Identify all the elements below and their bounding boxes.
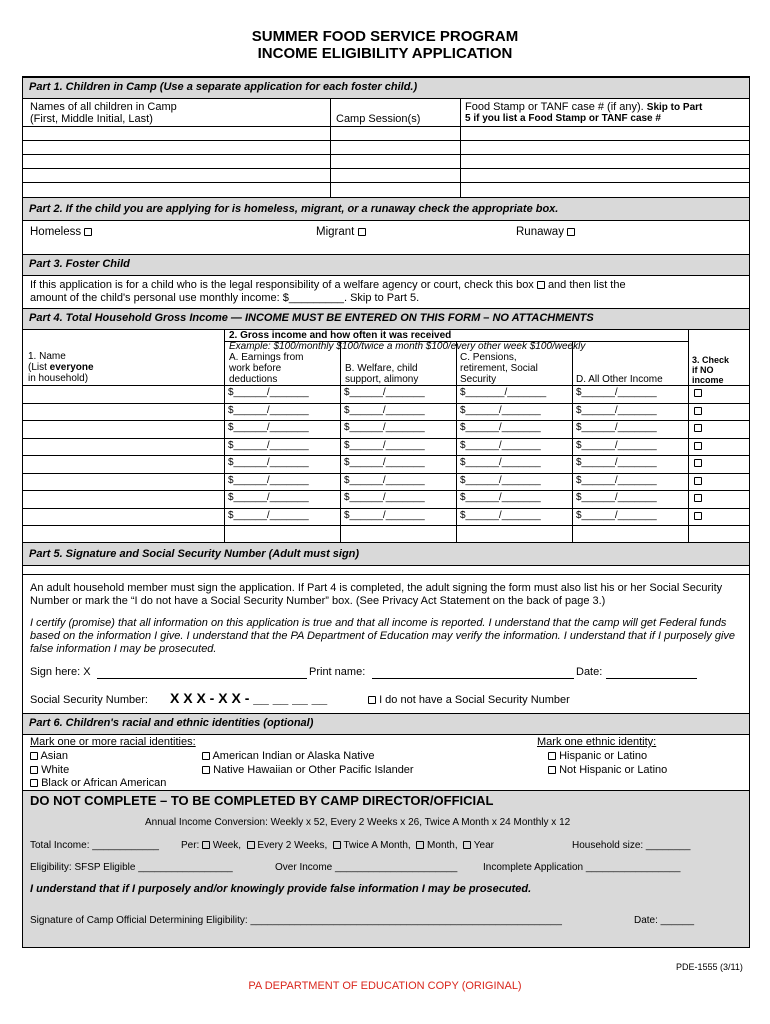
sfsp-eligible-field[interactable]: Eligibility: SFSP Eligible _________________ — [30, 862, 233, 873]
no-income-checkbox[interactable] — [694, 424, 702, 432]
white-option[interactable]: White — [30, 764, 69, 776]
date-label: Date: — [576, 666, 603, 678]
not-hispanic-checkbox[interactable] — [548, 766, 556, 774]
income-amount-field[interactable]: $______/_______ — [576, 492, 657, 503]
table-row[interactable] — [23, 403, 749, 404]
director-warning: I understand that if I purposely and/or knowingly provide false information I may be prosecuted. — [30, 883, 532, 895]
no-income-checkbox[interactable] — [694, 442, 702, 450]
week-checkbox[interactable] — [202, 841, 210, 849]
print-name-label: Print name: — [309, 666, 366, 678]
part1-session-header: Camp Session(s) — [336, 113, 421, 125]
date-line[interactable] — [606, 678, 697, 679]
income-amount-field[interactable]: $______/_______ — [228, 509, 309, 521]
no-ssn-checkbox[interactable] — [368, 696, 376, 704]
table-row[interactable] — [23, 525, 749, 526]
american-indian-checkbox[interactable] — [202, 752, 210, 760]
part5-header: Part 5. Signature and Social Security Number (Adult must sign) — [23, 542, 749, 566]
year-checkbox[interactable] — [463, 841, 471, 849]
part1-row[interactable] — [23, 154, 749, 155]
part1-names-header: Names of all children in Camp (First, Middle Initial, Last) — [30, 101, 177, 125]
director-header: DO NOT COMPLETE – TO BE COMPLETED BY CAMP DIRECTOR/OFFICIAL — [30, 793, 494, 808]
part6-header: Part 6. Children's racial and ethnic identities (optional) — [23, 713, 749, 735]
ethnic-label: Mark one ethnic identity: — [537, 736, 657, 748]
no-ssn-option[interactable]: I do not have a Social Security Number — [368, 694, 570, 706]
income-amount-field[interactable]: $______/_______ — [460, 439, 541, 451]
not-hispanic-option[interactable]: Not Hispanic or Latino — [548, 764, 667, 776]
income-amount-field[interactable]: $______/_______ — [460, 404, 541, 416]
income-amount-field[interactable]: $______/_______ — [344, 422, 425, 433]
part1-row[interactable] — [23, 182, 749, 183]
part4-col-c: C. Pensions, retirement, Social Security — [460, 352, 538, 385]
income-amount-field[interactable]: $______/_______ — [228, 387, 309, 398]
copy-note: PA DEPARTMENT OF EDUCATION COPY (ORIGINAL) — [248, 980, 522, 992]
table-row[interactable] — [23, 438, 749, 439]
income-amount-field[interactable]: $______/_______ — [344, 474, 425, 486]
income-amount-field[interactable]: $______/_______ — [576, 509, 657, 521]
income-amount-field[interactable]: $______/_______ — [460, 457, 541, 468]
income-amount-field[interactable]: $______/_______ — [460, 474, 541, 486]
form-number: PDE-1555 (3/11) — [676, 962, 743, 972]
homeless-option[interactable]: Homeless — [30, 226, 92, 238]
income-amount-field[interactable]: $______/_______ — [344, 492, 425, 503]
black-option[interactable]: Black or African American — [30, 777, 166, 789]
income-amount-field[interactable]: $______/_______ — [228, 422, 309, 433]
income-amount-field[interactable]: $______/_______ — [576, 474, 657, 486]
part2-header: Part 2. If the child you are applying for is homeless, migrant, or a runaway check the appropriate box. — [23, 197, 749, 221]
part3-header: Part 3. Foster Child — [23, 254, 749, 276]
part1-foodstamp-header: Food Stamp or TANF case # (if any). Skip to Part 5 if you list a Food Stamp or TANF case # — [465, 101, 703, 124]
runaway-checkbox[interactable] — [567, 228, 575, 236]
part3-text-line1: If this application is for a child who is the legal responsibility of a welfare agency or court, check this box and then list the — [30, 279, 626, 291]
income-amount-field[interactable]: $______/_______ — [576, 439, 657, 451]
official-date-field[interactable]: Date: ______ — [634, 915, 695, 926]
household-size-field[interactable]: Household size: ________ — [572, 840, 691, 851]
income-amount-field[interactable]: $______/_______ — [344, 509, 425, 521]
table-row[interactable] — [23, 508, 749, 509]
part5-certification: I certify (promise) that all information on this application is true and that all income is reported. I understand that the camp will get Federal funds based on the information I give. I understand that the PA Department of Education may verify the information. I understand that if I purposely give false information I may be prosecuted. — [30, 617, 736, 655]
income-amount-field[interactable]: $______/_______ — [460, 422, 541, 433]
income-amount-field[interactable]: $______/_______ — [576, 404, 657, 416]
asian-option[interactable]: Asian — [30, 750, 68, 762]
income-amount-field[interactable]: $______/_______ — [344, 439, 425, 451]
sign-here-label: Sign here: X — [30, 666, 91, 678]
income-amount-field[interactable]: $______/_______ — [228, 404, 309, 416]
part4-col-b: B. Welfare, child support, alimony — [345, 363, 419, 385]
part4-col-d: D. All Other Income — [576, 374, 663, 385]
part4-col-check: 3. Check if NO income — [692, 355, 730, 385]
income-amount-field[interactable]: $______/_______ — [228, 457, 309, 468]
table-row[interactable] — [23, 455, 749, 456]
hawaiian-checkbox[interactable] — [202, 766, 210, 774]
every-2-weeks-checkbox[interactable] — [247, 841, 255, 849]
no-income-checkbox[interactable] — [694, 389, 702, 397]
table-row[interactable] — [23, 473, 749, 474]
twice-month-checkbox[interactable] — [333, 841, 341, 849]
income-amount-field[interactable]: $______/_______ — [344, 387, 425, 398]
income-amount-field[interactable]: $______/_______ — [344, 457, 425, 468]
racial-label: Mark one or more racial identities: — [30, 736, 196, 748]
incomplete-application-field[interactable]: Incomplete Application _________________ — [483, 862, 681, 873]
income-amount-field[interactable]: $______/_______ — [576, 387, 657, 398]
no-income-checkbox[interactable] — [694, 512, 702, 520]
part3-text-line2: amount of the child's personal use monthly income: $_________. Skip to Part 5. — [30, 292, 420, 304]
ssn-label: Social Security Number: — [30, 694, 148, 706]
part1-header: Part 1. Children in Camp (Use a separate application for each foster child.) — [23, 77, 749, 99]
no-income-checkbox[interactable] — [694, 477, 702, 485]
income-conversion: Annual Income Conversion: Weekly x 52, Every 2 Weeks x 26, Twice A Month x 24 Monthly x 12 — [145, 817, 571, 828]
foster-checkbox[interactable] — [537, 281, 545, 289]
hispanic-option[interactable]: Hispanic or Latino — [548, 750, 647, 762]
ssn-field[interactable]: X X X - X X - __ __ __ __ — [170, 690, 328, 706]
form-title-line1: SUMMER FOOD SERVICE PROGRAM — [251, 28, 519, 45]
form-title-line2: INCOME ELIGIBILITY APPLICATION — [257, 45, 513, 62]
asian-checkbox[interactable] — [30, 752, 38, 760]
part5-instructions: An adult household member must sign the application. If Part 4 is completed, the adult signing the form must also list his or her Social Security Number or mark the “I do not have a Social Security Number” box. (See Privacy Act Statement on the back of page 3.) — [30, 582, 723, 607]
part1-row[interactable] — [23, 168, 749, 169]
income-amount-field[interactable]: $______/_______ — [576, 422, 657, 433]
no-income-checkbox[interactable] — [694, 407, 702, 415]
migrant-checkbox[interactable] — [358, 228, 366, 236]
signature-line[interactable] — [97, 678, 307, 679]
hawaiian-option[interactable]: Native Hawaiian or Other Pacific Islander — [202, 764, 414, 776]
runaway-option[interactable]: Runaway — [516, 226, 575, 238]
part4-header: Part 4. Total Household Gross Income — INCOME MUST BE ENTERED ON THIS FORM – NO ATTACHMENTS — [23, 308, 749, 330]
income-amount-field[interactable]: $______/_______ — [576, 457, 657, 468]
income-amount-field[interactable]: $______/_______ — [228, 492, 309, 503]
part4-name-header: 1. Name (List everyone in household) — [28, 351, 94, 384]
white-checkbox[interactable] — [30, 766, 38, 774]
no-income-checkbox[interactable] — [694, 494, 702, 502]
over-income-field[interactable]: Over Income ______________________ — [275, 862, 458, 873]
black-checkbox[interactable] — [30, 779, 38, 787]
income-amount-field[interactable]: $______/_______ — [460, 509, 541, 521]
part1-row[interactable] — [23, 140, 749, 141]
hispanic-checkbox[interactable] — [548, 752, 556, 760]
american-indian-option[interactable]: American Indian or Alaska Native — [202, 750, 374, 762]
table-row[interactable] — [23, 490, 749, 491]
total-income-field[interactable]: Total Income: ____________ — [30, 840, 159, 851]
print-name-line[interactable] — [372, 678, 574, 679]
part4-col-a: A. Earnings from work before deductions — [229, 352, 304, 385]
homeless-checkbox[interactable] — [84, 228, 92, 236]
income-amount-field[interactable]: $______/_______ — [228, 439, 309, 451]
migrant-option[interactable]: Migrant — [316, 226, 366, 238]
table-row[interactable] — [23, 420, 749, 421]
no-income-checkbox[interactable] — [694, 459, 702, 467]
income-amount-field[interactable]: $_______/_______ — [460, 387, 547, 398]
frequency-options: Per: Week, Every 2 Weeks, Twice A Month, Month, Year — [181, 840, 495, 851]
income-amount-field[interactable]: $______/_______ — [344, 404, 425, 416]
income-amount-field[interactable]: $______/_______ — [228, 474, 309, 486]
month-checkbox[interactable] — [416, 841, 424, 849]
part4-example: Example: $100/monthly $100/twice a month $100/every other week $100/weekly — [229, 341, 586, 352]
income-amount-field[interactable]: $______/_______ — [460, 492, 541, 503]
official-signature-field[interactable]: Signature of Camp Official Determining Eligibility: ________________________________________________________ — [30, 915, 562, 926]
part4-gross-title: 2. Gross income and how often it was received — [229, 330, 452, 341]
